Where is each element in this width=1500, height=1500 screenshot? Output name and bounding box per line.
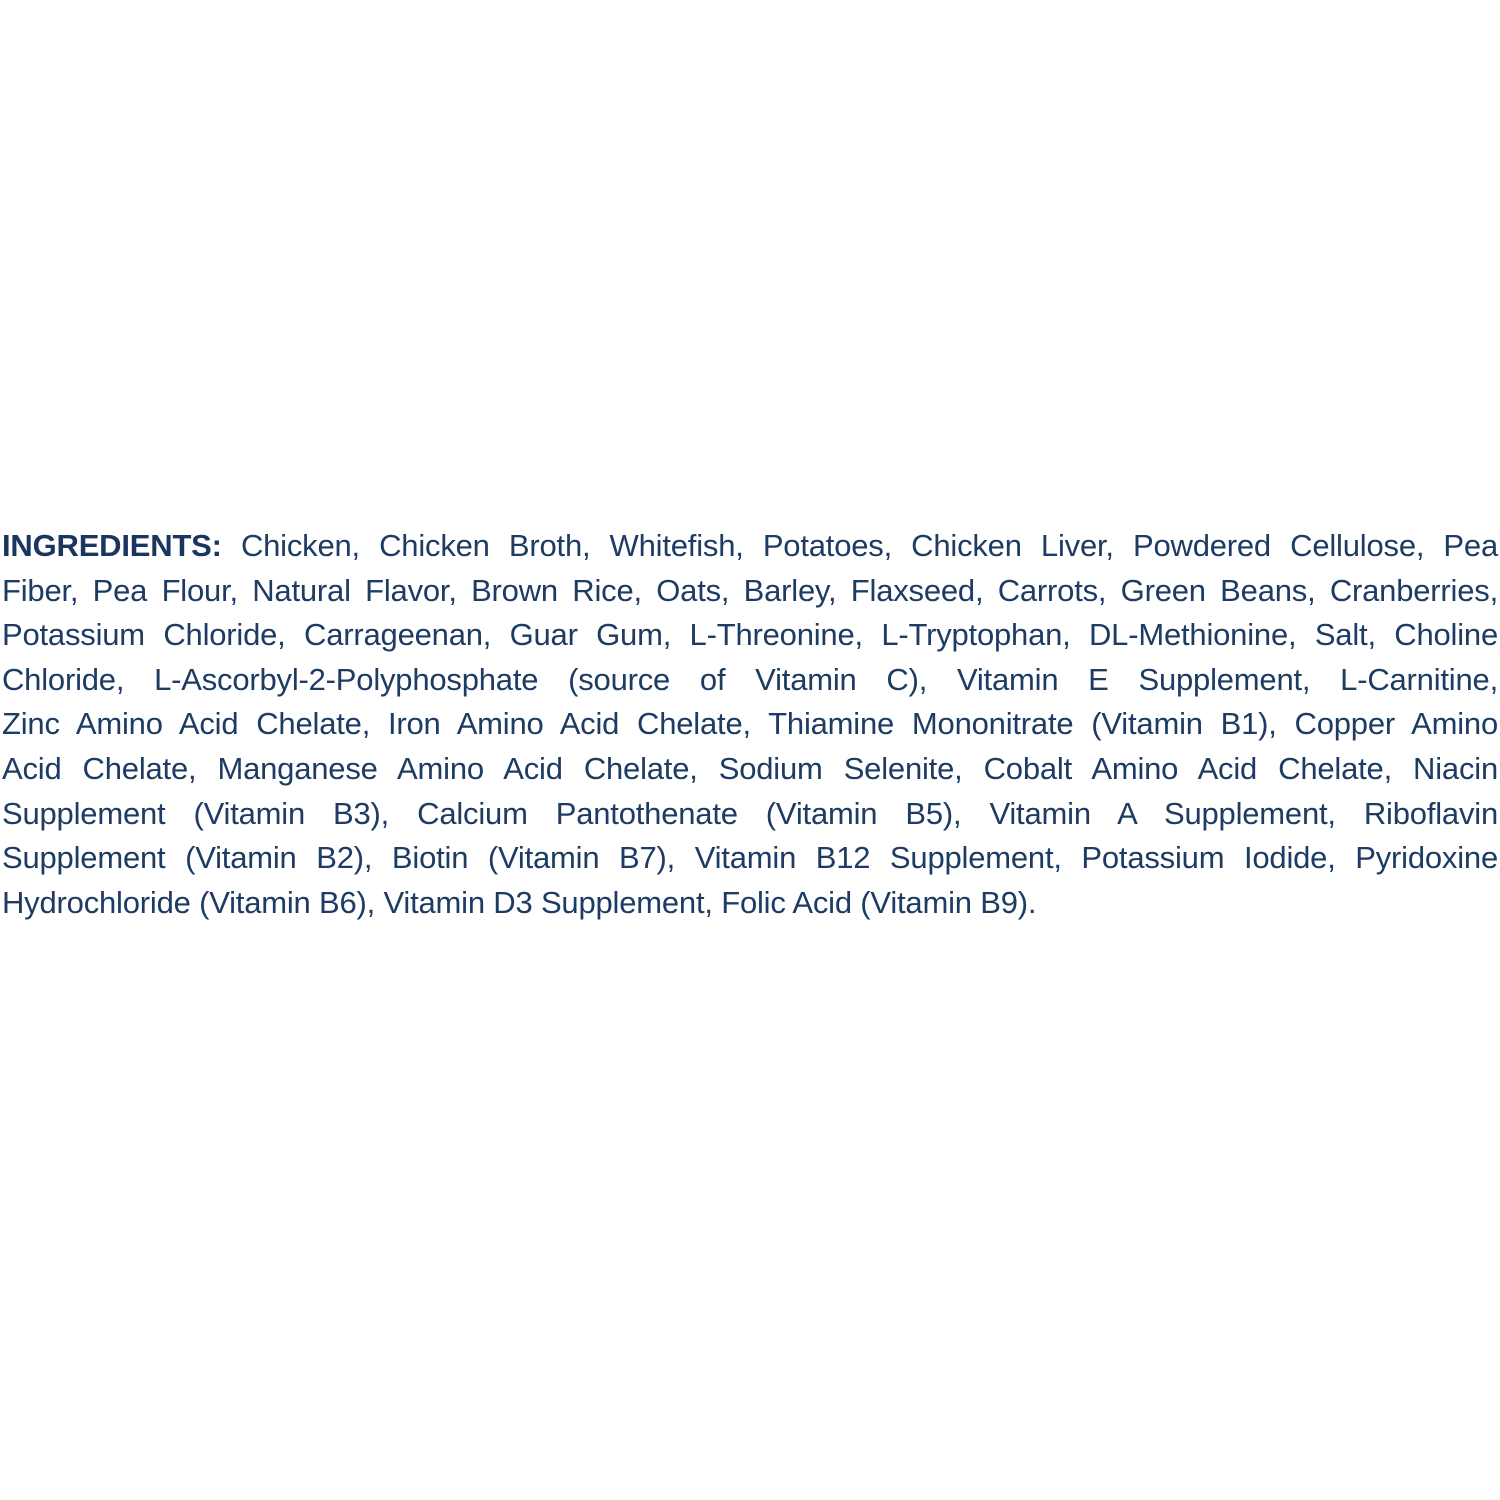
ingredients-line-6: Acid Chelate, Manganese Amino Acid Chelate, Sodium Selenite, Cobalt Amino Acid Chelate, Niacin xyxy=(2,750,1498,786)
ingredients-line-3: Potassium Chloride, Carrageenan, Guar Gum, L-Threonine, L-Tryptophan, DL-Methionine, Salt, Choline xyxy=(2,617,1498,653)
ingredients-heading: INGREDIENTS: xyxy=(2,528,222,563)
ingredients-line-4: Chloride, L-Ascorbyl-2-Polyphosphate (source of Vitamin C), Vitamin E Supplement, L-Carnitine, xyxy=(2,661,1498,697)
ingredients-text-block xyxy=(2,524,1498,925)
ingredients-line-7: Supplement (Vitamin B3), Calcium Pantothenate (Vitamin B5), Vitamin A Supplement, Riboflavin xyxy=(2,795,1498,831)
ingredients-line-1-text: Chicken, Chicken Broth, Whitefish, Potatoes, Chicken Liver, Powdered Cellulose, Pea xyxy=(221,528,1498,563)
ingredients-line-5: Zinc Amino Acid Chelate, Iron Amino Acid Chelate, Thiamine Mononitrate (Vitamin B1), Copper Amino xyxy=(2,706,1498,742)
ingredients-line-8: Supplement (Vitamin B2), Biotin (Vitamin B7), Vitamin B12 Supplement, Potassium Iodide, Pyridoxine xyxy=(2,840,1498,876)
ingredients-line-2: Fiber, Pea Flour, Natural Flavor, Brown Rice, Oats, Barley, Flaxseed, Carrots, Green Beans, Cranberries, xyxy=(2,572,1498,608)
ingredients-line-1 xyxy=(2,524,1498,569)
ingredients-line-9: Hydrochloride (Vitamin B6), Vitamin D3 Supplement, Folic Acid (Vitamin B9). xyxy=(2,884,1037,920)
